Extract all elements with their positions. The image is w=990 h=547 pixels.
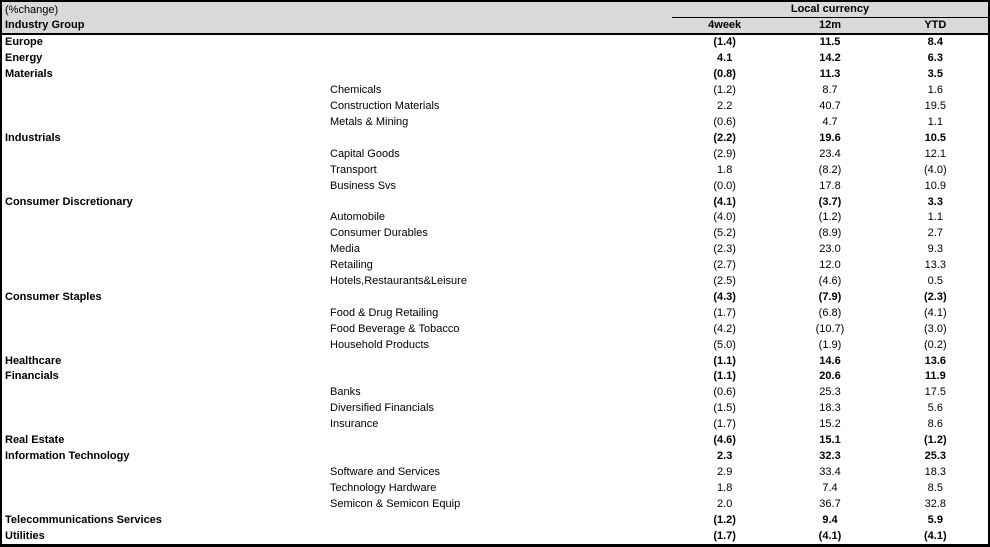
row-label: Business Svs — [330, 180, 397, 192]
cell-4week: (1.4) — [713, 37, 736, 49]
cell-4week: 4.1 — [717, 53, 733, 65]
row-label: Real Estate — [5, 435, 65, 447]
row-label: Telecommunications Services — [5, 514, 162, 526]
table-body — [2, 35, 988, 544]
cell-4week: (2.3) — [713, 244, 736, 256]
row-label: Automobile — [330, 212, 386, 224]
cell-4week: (5.0) — [713, 339, 736, 351]
cell-ytd: 18.3 — [924, 466, 947, 478]
cell-4week: (1.1) — [713, 371, 736, 383]
cell-12m: 14.2 — [819, 53, 841, 65]
table-row — [2, 210, 988, 226]
cell-12m: 23.4 — [819, 148, 841, 160]
table-row — [2, 274, 988, 290]
row-label: Food Beverage & Tobacco — [330, 323, 460, 335]
cell-12m: 25.3 — [819, 387, 841, 399]
cell-12m: 33.4 — [819, 466, 841, 478]
cell-12m: 23.0 — [819, 244, 841, 256]
row-label: Consumer Staples — [5, 291, 102, 303]
table-row — [2, 162, 988, 178]
row-label: Technology Hardware — [330, 482, 437, 494]
table-row — [2, 99, 988, 115]
row-label: Household Products — [330, 339, 430, 351]
row-label: Food & Drug Retailing — [330, 307, 439, 319]
row-label: Information Technology — [5, 451, 130, 463]
row-label: Capital Goods — [330, 148, 400, 160]
table-row — [2, 130, 988, 146]
table-row — [2, 353, 988, 369]
table-row — [2, 35, 988, 51]
cell-ytd: 10.5 — [924, 132, 947, 144]
cell-12m: (6.8) — [818, 307, 842, 319]
cell-12m: (1.9) — [818, 339, 842, 351]
cell-4week: (0.8) — [713, 69, 736, 81]
cell-4week: (1.7) — [713, 307, 736, 319]
cell-12m: 15.1 — [819, 435, 841, 447]
cell-ytd: 10.9 — [924, 180, 947, 192]
table-row — [2, 528, 988, 544]
cell-4week: (1.2) — [713, 85, 736, 97]
cell-12m: 11.3 — [819, 69, 841, 81]
cell-12m: 40.7 — [819, 101, 841, 113]
header-row-columns — [2, 17, 988, 33]
cell-4week: (0.6) — [713, 387, 736, 399]
percent-change-label: (%change) — [5, 4, 59, 16]
cell-12m: (8.9) — [818, 228, 842, 240]
cell-4week: (1.7) — [713, 419, 736, 431]
row-label: Industrials — [5, 132, 61, 144]
table-row — [2, 194, 988, 210]
cell-4week: (0.6) — [713, 116, 736, 128]
industry-group-column-header: Industry Group — [5, 19, 85, 31]
row-label: Consumer Durables — [330, 228, 428, 240]
cell-12m: 11.5 — [819, 37, 841, 49]
table-row — [2, 480, 988, 496]
cell-ytd: 1.1 — [927, 116, 943, 128]
cell-12m: (3.7) — [818, 196, 842, 208]
table-row — [2, 464, 988, 480]
cell-ytd: 12.1 — [924, 148, 947, 160]
row-label: Diversified Financials — [330, 403, 434, 415]
row-label: Software and Services — [330, 466, 441, 478]
cell-ytd: 13.3 — [924, 260, 947, 272]
cell-4week: 2.2 — [717, 101, 733, 113]
table-row — [2, 178, 988, 194]
cell-ytd: 0.5 — [927, 276, 943, 288]
cell-4week: (4.3) — [713, 291, 736, 303]
cell-12m: 32.3 — [819, 451, 841, 463]
table-row — [2, 433, 988, 449]
cell-12m: 36.7 — [819, 498, 841, 510]
cell-4week: (2.2) — [713, 132, 736, 144]
cell-ytd: 2.7 — [927, 228, 943, 240]
row-label: Chemicals — [330, 85, 382, 97]
cell-4week: (1.7) — [713, 530, 736, 542]
cell-ytd: 17.5 — [924, 387, 947, 399]
cell-4week: (2.7) — [713, 260, 736, 272]
cell-ytd: 13.6 — [924, 355, 947, 367]
table-row — [2, 83, 988, 99]
table-row — [2, 496, 988, 512]
cell-ytd: 8.4 — [927, 37, 943, 49]
cell-12m: (7.9) — [818, 291, 842, 303]
table-row — [2, 417, 988, 433]
cell-ytd: 5.9 — [927, 514, 943, 526]
cell-4week: 2.0 — [717, 498, 733, 510]
cell-12m: 15.2 — [819, 419, 841, 431]
row-label: Insurance — [330, 419, 379, 431]
cell-4week: (1.1) — [713, 355, 736, 367]
cell-12m: (4.6) — [818, 276, 842, 288]
cell-4week: (4.0) — [713, 212, 736, 224]
table-row — [2, 51, 988, 67]
table-row — [2, 305, 988, 321]
row-label: Semicon & Semicon Equip — [330, 498, 461, 510]
row-label: Financials — [5, 371, 59, 383]
cell-ytd: 3.3 — [927, 196, 943, 208]
cell-4week: (0.0) — [713, 180, 736, 192]
row-label: Hotels,Restaurants&Leisure — [330, 276, 467, 288]
cell-ytd: (0.2) — [924, 339, 947, 351]
row-label: Transport — [330, 164, 377, 176]
cell-4week: 2.9 — [717, 466, 733, 478]
table-row — [2, 512, 988, 528]
cell-12m: 9.4 — [822, 514, 838, 526]
column-header-12m: 12m — [818, 19, 841, 31]
table-row — [2, 321, 988, 337]
cell-ytd: (3.0) — [924, 323, 947, 335]
table-row — [2, 115, 988, 131]
row-label: Materials — [5, 69, 53, 81]
row-label: Consumer Discretionary — [5, 196, 133, 208]
cell-12m: (4.1) — [818, 530, 842, 542]
cell-4week: (1.2) — [713, 514, 736, 526]
cell-ytd: (4.1) — [924, 307, 947, 319]
cell-12m: 17.8 — [819, 180, 841, 192]
cell-4week: (2.5) — [713, 276, 736, 288]
table-row — [2, 290, 988, 306]
cell-ytd: (1.2) — [924, 435, 947, 447]
cell-ytd: 8.6 — [927, 419, 943, 431]
cell-ytd: (4.1) — [924, 530, 947, 542]
cell-ytd: 9.3 — [927, 244, 943, 256]
row-label: Metals & Mining — [330, 116, 409, 128]
cell-12m: (1.2) — [818, 212, 842, 224]
cell-ytd: (2.3) — [924, 291, 947, 303]
table-row — [2, 67, 988, 83]
cell-12m: 12.0 — [819, 260, 841, 272]
cell-ytd: 1.6 — [927, 85, 943, 97]
cell-12m: 20.6 — [819, 371, 841, 383]
cell-12m: (10.7) — [815, 323, 845, 335]
cell-ytd: (4.0) — [924, 164, 947, 176]
cell-12m: 4.7 — [822, 116, 838, 128]
table-row — [2, 337, 988, 353]
cell-12m: 8.7 — [822, 85, 838, 97]
row-label: Europe — [5, 37, 43, 49]
cell-12m: 7.4 — [822, 482, 838, 494]
table-row — [2, 146, 988, 162]
table-row — [2, 242, 988, 258]
column-header-ytd: YTD — [924, 19, 947, 31]
row-label: Construction Materials — [330, 101, 440, 113]
cell-4week: (5.2) — [713, 228, 736, 240]
cell-4week: 1.8 — [717, 164, 733, 176]
cell-4week: 2.3 — [717, 451, 733, 463]
cell-ytd: 3.5 — [927, 69, 943, 81]
row-label: Utilities — [5, 530, 45, 542]
table-row — [2, 449, 988, 465]
cell-ytd: 8.5 — [927, 482, 943, 494]
header-row-currency — [2, 2, 988, 17]
cell-4week: 1.8 — [717, 482, 733, 494]
cell-12m: 18.3 — [819, 403, 841, 415]
cell-ytd: 1.1 — [927, 212, 943, 224]
cell-4week: (2.9) — [713, 148, 736, 160]
cell-4week: (4.2) — [713, 323, 736, 335]
cell-12m: (8.2) — [818, 164, 842, 176]
cell-ytd: 11.9 — [924, 371, 946, 383]
cell-4week: (1.5) — [713, 403, 736, 415]
cell-ytd: 6.3 — [927, 53, 943, 65]
local-currency-group-header: Local currency — [672, 2, 988, 18]
cell-ytd: 19.5 — [924, 101, 947, 113]
column-header-4week: 4week — [708, 19, 742, 31]
cell-ytd: 32.8 — [924, 498, 947, 510]
row-label: Banks — [330, 387, 361, 399]
table-row — [2, 226, 988, 242]
row-label: Media — [330, 244, 360, 256]
cell-ytd: 5.6 — [927, 403, 943, 415]
cell-12m: 19.6 — [819, 132, 841, 144]
cell-4week: (4.1) — [713, 196, 736, 208]
cell-4week: (4.6) — [713, 435, 736, 447]
row-label: Healthcare — [5, 355, 62, 367]
table-row — [2, 385, 988, 401]
row-label: Energy — [5, 53, 43, 65]
table-row — [2, 369, 988, 385]
table-row — [2, 401, 988, 417]
row-label: Retailing — [330, 260, 373, 272]
cell-12m: 14.6 — [819, 355, 841, 367]
table-header — [2, 2, 988, 35]
cell-ytd: 25.3 — [924, 451, 947, 463]
table-row — [2, 258, 988, 274]
